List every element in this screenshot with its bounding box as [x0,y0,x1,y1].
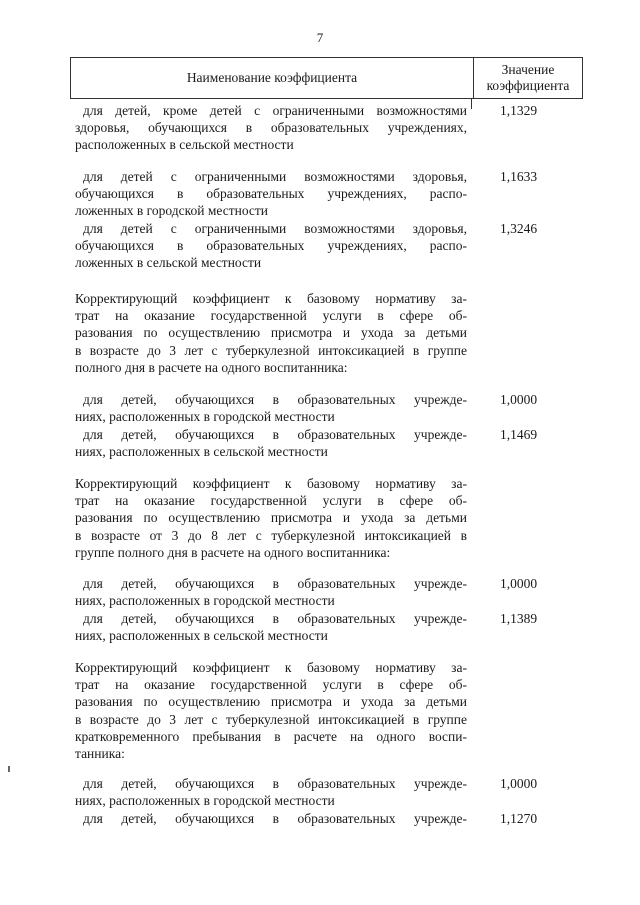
heading-line: трат на оказание государственной услуги в сфере об- [75,308,467,324]
table-header [70,57,583,99]
heading-line: трат на оказание государственной услуги в сфере об- [75,493,467,509]
heading-line: полного дня в расчете на одного воспитанника: [75,359,348,375]
coefficient-value: 1,1389 [500,611,538,626]
heading-line: разования по осуществлению присмотра и ухода за детьми [75,325,467,341]
coefficient-value: 1,1329 [500,103,538,118]
heading-line: Корректирующий коэффициент к базовому нормативу за- [75,660,467,675]
coefficient-row [75,810,467,827]
page-number: 7 [316,30,324,45]
coefficient-value: 1,0000 [500,776,538,791]
heading-line: разования по осуществлению присмотра и ухода за детьми [75,510,467,526]
row-text-line: для детей, обучающихся в образовательных учрежде- [83,392,467,407]
row-text-line: для детей, обучающихся в образовательных учрежде- [83,811,467,826]
coefficient-row [75,391,467,425]
heading-line: группе полного дня в расчете на одного воспитанника: [75,544,391,560]
coefficient-value: 1,0000 [500,576,538,591]
scan-mark [8,766,10,772]
coefficient-row [75,775,467,809]
row-text-line: расположенных в сельской местности [75,137,294,153]
header-name-column: Наименование коэффициента [71,58,474,98]
heading-line: кратковременного пребывания в расчете на одного воспи- [75,728,467,744]
row-text-line: ниях, расположенных в городской местности [75,409,335,425]
heading-line: Корректирующий коэффициент к базовому нормативу за- [75,476,467,491]
row-text-line: для детей, обучающихся в образовательных учрежде- [83,776,467,791]
coefficient-value: 1,1469 [500,427,538,442]
coefficient-row [75,426,467,460]
header-value-line1: Значение [501,62,555,77]
header-value-column [474,58,582,98]
coefficient-row [75,610,467,644]
row-text-line: ложенных в сельской местности [75,255,262,271]
row-text-line: для детей с ограниченными возможностями здоровья, [83,169,467,184]
row-text-line: для детей, обучающихся в образовательных учрежде- [83,427,467,442]
heading-line: Корректирующий коэффициент к базовому нормативу за- [75,291,467,306]
row-text-line: для детей, кроме детей с ограниченными возможностями [83,103,467,118]
coefficient-value: 1,1270 [500,811,538,826]
coefficient-heading [75,290,467,376]
coefficient-value: 1,1633 [500,169,538,184]
heading-line: в возрасте от 3 до 8 лет с туберкулезной интоксикацией в [75,527,467,543]
column-divider [471,99,472,109]
coefficient-row [75,168,467,220]
row-text-line: ниях, расположенных в городской местности [75,793,335,809]
heading-line: танника: [75,746,125,762]
coefficient-heading [75,475,467,561]
coefficient-value: 1,0000 [500,392,538,407]
row-text-line: ложенных в городской местности [75,203,269,219]
row-text-line: обучающихся в образовательных учреждениях, распо- [75,186,467,202]
coefficient-heading [75,659,467,762]
coefficient-value: 1,3246 [500,221,538,236]
row-text-line: обучающихся в образовательных учреждениях, распо- [75,238,467,254]
heading-line: трат на оказание государственной услуги в сфере об- [75,677,467,693]
coefficient-row [75,102,467,154]
coefficient-row [75,575,467,609]
row-text-line: для детей с ограниченными возможностями здоровья, [83,221,467,236]
row-text-line: ниях, расположенных в сельской местности [75,444,328,460]
header-value-line2: коэффициента [486,78,570,93]
row-text-line: ниях, расположенных в городской местности [75,593,335,609]
row-text-line: здоровья, обучающихся в образовательных учреждениях, [75,120,467,136]
heading-line: в возрасте до 3 лет с туберкулезной интоксикацией в группе [75,711,467,727]
heading-line: разования по осуществлению присмотра и ухода за детьми [75,694,467,710]
row-text-line: для детей, обучающихся в образовательных учрежде- [83,611,467,626]
row-text-line: ниях, расположенных в сельской местности [75,628,328,644]
heading-line: в возрасте до 3 лет с туберкулезной интоксикацией в группе [75,342,467,358]
coefficient-row [75,220,467,272]
row-text-line: для детей, обучающихся в образовательных учрежде- [83,576,467,591]
